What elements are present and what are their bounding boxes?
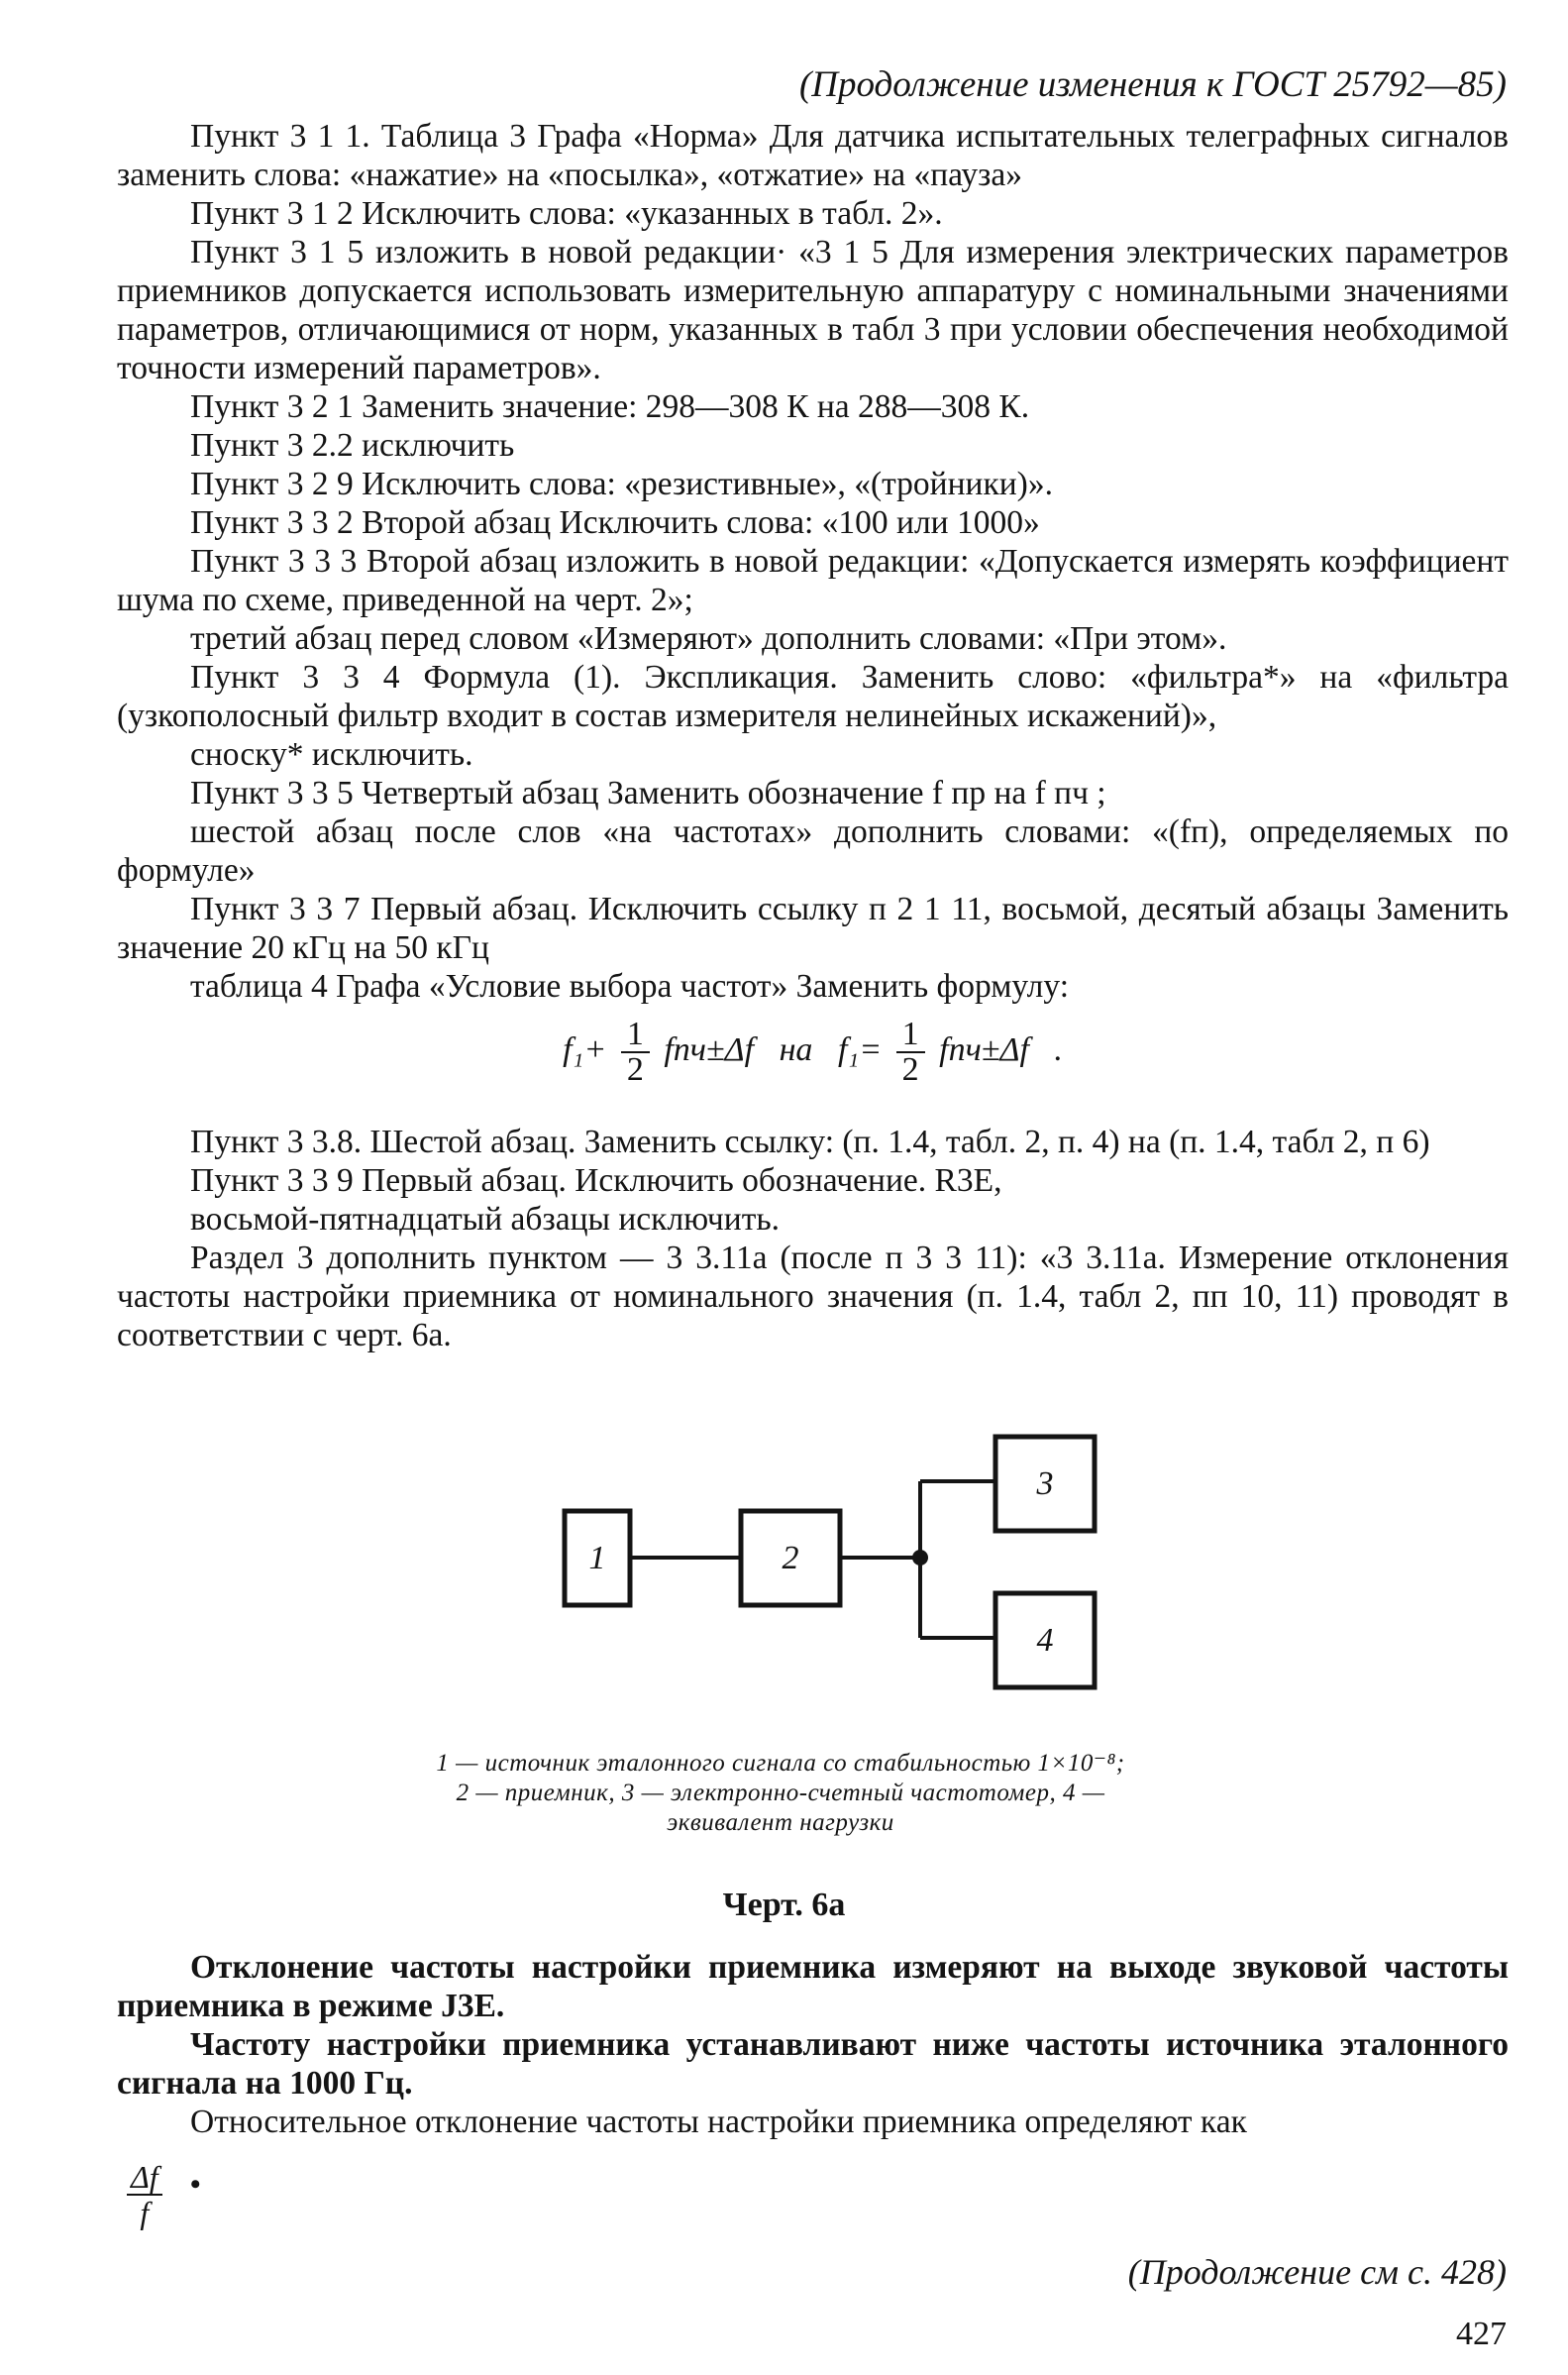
formula-left-prefix: f₁+ [563,1030,607,1068]
formula-right-num: 1 [896,1018,925,1053]
ratio-denominator: f [140,2195,150,2230]
formula-left-fraction [621,1018,650,1087]
paragraph-3-2-9: Пункт 3 2 9 Исключить слова: «резистивные», «(тройники)». [190,466,1053,502]
figure-title: Черт. 6а [722,1887,846,1923]
paragraph-3-3-3-cont: третий абзац перед словом «Измеряют» дополнить словами: «При этом». [190,620,1227,657]
paragraph-3-3-9: Пункт 3 3 9 Первый абзац. Исключить обозначение. R3E, [190,1162,1002,1199]
paragraph-3-1-2: Пункт 3 1 2 Исключить слова: «указанных в табл. 2». [190,195,943,232]
paragraph-3-3-5-cont: шестой абзац после слов «на частотах» дополнить словами: «(fп), определяемых по формуле» [117,813,1509,889]
paragraph-3-1-1: Пункт 3 1 1. Таблица 3 Графа «Норма» Для датчика испытательных телеграфных сигналов заменить слова: «нажатие» на «посылка», «отжатие» на «паузa» [117,118,1509,193]
formula-right-fraction [896,1018,925,1087]
formula-middle-word: на [779,1030,813,1068]
paragraph-3-3-4: Пункт 3 3 4 Формула (1). Экспликация. Заменить слово: «фильтра*» на «фильтра (узкополосный фильтр входит в состав измерителя нелинейных искажений)», [117,659,1509,734]
block-diagram [555,1427,1109,1704]
ratio-numerator: Δf [127,2160,162,2196]
paragraph-relative: Относительное отклонение частоты настройки приемника определяют как [190,2104,1247,2140]
paragraph-table-4: таблица 4 Графа «Условие выбора частот» Заменить формулу: [190,968,1070,1005]
box-3-label: 3 [1036,1465,1054,1502]
formula-end: . [1054,1030,1063,1068]
paragraph-footnote-remove: сноску* исключить. [190,736,473,773]
paragraph-section-3: Раздел 3 дополнить пунктом — 3 3.11а (после п 3 3 11): «3 3.11а. Измерение отклонения частоты настройки приемника от номинального значения (п. 1.4, табл 2, пп 10, 11) проводят в соответствии с черт. 6а. [117,1240,1509,1353]
continuation-note: (Продолжение см с. 428) [1127,2252,1507,2292]
after-figure-text [117,1948,1509,2141]
page-header: (Продолжение изменения к ГОСТ 25792—85) [798,64,1507,105]
paragraph-3-3-5: Пункт 3 3 5 Четвертый абзац Заменить обозначение f пр на f пч ; [190,775,1106,811]
box-2-label: 2 [782,1540,799,1576]
box-1-label: 1 [588,1540,606,1576]
paragraph-3-2-2: Пункт 3 2.2 исключить [190,427,515,464]
formula-right-suffix: fпч±Δf [939,1030,1029,1068]
main-text [117,117,1509,1354]
paragraph-3-3-3: Пункт 3 3 3 Второй абзац изложить в новой редакции: «Допускается измерять коэффициент шума по схеме, приведенной на черт. 2»; [117,543,1509,618]
paragraph-3-3-2: Пункт 3 3 2 Второй абзац Исключить слова: «100 или 1000» [190,504,1040,541]
paragraph-3-3-8: Пункт 3 3.8. Шестой абзац. Заменить ссылку: (п. 1.4, табл. 2, п. 4) на (п. 1.4, табл 2, п 6) [190,1124,1430,1160]
formula-left-num: 1 [621,1018,650,1053]
page-number: 427 [1456,2316,1507,2352]
paragraph-3-3-9-cont: восьмой-пятнадцатый абзацы исключить. [190,1201,780,1238]
ratio-formula [127,2160,162,2229]
ratio-tail: • [190,2168,201,2201]
formula [117,1018,1509,1097]
formula-left-den: 2 [626,1051,644,1088]
paragraph-deviation: Отклонение частоты настройки приемника измеряют на выходе звуковой частоты приемника в режиме J3E. [117,1949,1509,2024]
box-4-label: 4 [1036,1622,1054,1659]
paragraph-3-3-7: Пункт 3 3 7 Первый абзац. Исключить ссылку п 2 1 11, восьмой, десятый абзацы Заменить значение 20 кГц на 50 кГц [117,891,1509,966]
figure-caption: 1 — источник эталонного сигнала со стабильностью 1×10⁻⁸; 2 — приемник, 3 — электронно-счетный частотомер, 4 — эквивалент нагрузки [436,1750,1125,1836]
paragraph-3-2-1: Пункт 3 2 1 Заменить значение: 298—308 К на 288—308 К. [190,388,1030,425]
formula-right-prefix: f₁= [837,1030,883,1068]
formula-left-suffix: fпч±Δf [664,1030,755,1068]
paragraph-3-1-5: Пункт 3 1 5 изложить в новой редакции· «3 1 5 Для измерения электрических параметров приемников допускается использовать измерительную аппаратуру с номинальными значениями параметров, отличающимися от норм, указанных в табл 3 при условии обеспечения необходимой точности измерений параметров». [117,234,1509,386]
paragraph-tuning: Частоту настройки приемника устанавливают ниже частоты источника эталонного сигнала на 1000 Гц. [117,2026,1509,2102]
formula-right-den: 2 [901,1051,919,1088]
